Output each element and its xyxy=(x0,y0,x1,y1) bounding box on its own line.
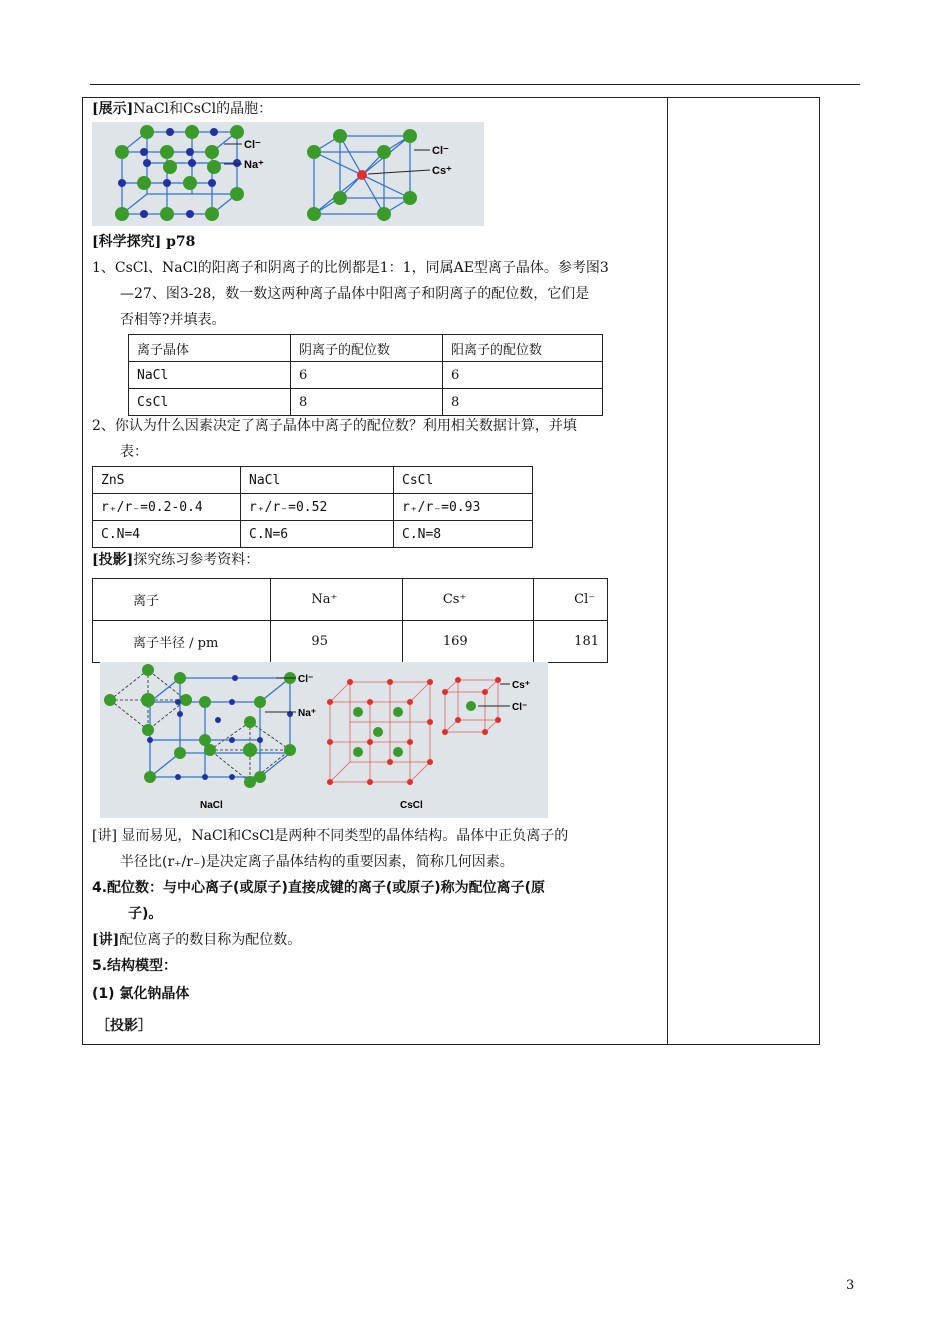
table-cell: 8 xyxy=(443,389,603,416)
table-cell: C.N=6 xyxy=(241,521,394,548)
projection-tag-2: ［投影］ xyxy=(96,1018,152,1034)
q1-line3: 否相等?并填表。 xyxy=(120,312,226,328)
fig2-cs-label: Cs⁺ xyxy=(512,680,531,691)
q1-line2: —27、图3-28，数一数这两种离子晶体中阳离子和阴离子的配位数，它们是 xyxy=(120,286,590,302)
fig2-nacl-caption: NaCl xyxy=(200,800,223,811)
q2-line1: 2、你认为什么因素决定了离子晶体中离子的配位数？利用相关数据计算，并填 xyxy=(92,418,577,434)
projection-tag: [投影] xyxy=(92,552,134,568)
table-header-cell: Cs⁺ xyxy=(402,579,533,621)
lecture1-line1 xyxy=(92,826,568,846)
fig2-cl-label-2: Cl⁻ xyxy=(512,702,528,713)
lecture1-text: 显而易见，NaCl和CsCl是两种不同类型的晶体结构。晶体中正负离子的 xyxy=(121,828,569,844)
table-cell: r₊/r₋=0.93 xyxy=(394,494,533,521)
coordination-table xyxy=(128,334,603,416)
science-inquiry-heading: [科学探究] p78 xyxy=(92,234,196,250)
display-text: NaCl和CsCl的晶胞： xyxy=(133,101,273,117)
table-header-cell: 阳离子的配位数 xyxy=(443,335,603,362)
table-cell: 6 xyxy=(443,362,603,389)
table-header-cell: ZnS xyxy=(93,467,241,494)
display-line xyxy=(92,99,272,119)
table-cell: 95 xyxy=(271,621,402,663)
table-row xyxy=(93,579,608,621)
table-header-cell: NaCl xyxy=(241,467,394,494)
fig2-na-label: Na⁺ xyxy=(298,708,317,719)
table-cell: 181 xyxy=(534,621,608,663)
ionic-radius-table xyxy=(92,578,608,663)
fig2-cl-label: Cl⁻ xyxy=(298,674,314,685)
def4-line2: 子)。 xyxy=(128,906,163,922)
unit-cell-svg xyxy=(92,122,484,226)
nacl-cscl-unit-cell-figure xyxy=(92,122,484,226)
lecture2-text: 配位离子的数目称为配位数。 xyxy=(119,932,302,948)
table-cell: 169 xyxy=(402,621,533,663)
fig1-cl-label: Cl⁻ xyxy=(244,139,261,151)
projection-text: 探究练习参考资料： xyxy=(133,552,260,568)
fig2-cscl-caption: CsCl xyxy=(400,800,423,811)
lecture1-line2: 半径比(r₊/r₋)是决定离子晶体结构的重要因素，简称几何因素。 xyxy=(120,854,514,870)
crystal-structure-figure xyxy=(100,662,548,818)
sub1-heading: (1) 氯化钠晶体 xyxy=(92,986,190,1002)
table-row xyxy=(93,621,608,663)
display-tag: [展示] xyxy=(92,101,134,117)
table-cell: r₊/r₋=0.52 xyxy=(241,494,394,521)
table-header-cell: Na⁺ xyxy=(271,579,402,621)
fig1-cl-label-right: Cl⁻ xyxy=(432,145,449,157)
side-column-divider xyxy=(667,97,668,1045)
table-header-cell: 阴离子的配位数 xyxy=(291,335,443,362)
lecture2-line xyxy=(92,930,301,950)
table-row xyxy=(129,389,603,416)
table-cell: 离子半径 / pm xyxy=(93,621,271,663)
table-header-cell: 离子 xyxy=(93,579,271,621)
table-cell: 6 xyxy=(291,362,443,389)
fig1-cs-label: Cs⁺ xyxy=(432,165,452,177)
table-header-cell: CsCl xyxy=(394,467,533,494)
table-cell: r₊/r₋=0.2-0.4 xyxy=(93,494,241,521)
heading5: 5.结构模型： xyxy=(92,958,178,974)
table-header-cell: Cl⁻ xyxy=(534,579,608,621)
table-cell: C.N=8 xyxy=(394,521,533,548)
lecture1-tag: [讲] xyxy=(92,828,117,844)
q2-line2: 表： xyxy=(120,444,148,460)
table-row xyxy=(93,467,533,494)
q1-line1: 1、CsCl、NaCl的阳离子和阴离子的比例都是1：1，同属AE型离子晶体。参考图3 xyxy=(92,260,609,276)
table-cell: 8 xyxy=(291,389,443,416)
page-number: 3 xyxy=(846,1278,855,1293)
header-rule xyxy=(90,84,860,85)
crystal-structure-svg xyxy=(100,662,548,818)
table-cell: C.N=4 xyxy=(93,521,241,548)
fig1-na-label: Na⁺ xyxy=(244,159,264,171)
table-row xyxy=(129,362,603,389)
projection-line xyxy=(92,550,259,570)
table-cell: NaCl xyxy=(129,362,291,389)
table-row xyxy=(129,335,603,362)
def4-line1: 4.配位数：与中心离子(或原子)直接成键的离子(或原子)称为配位离子(原 xyxy=(92,880,546,896)
lecture2-tag: [讲] xyxy=(92,932,120,948)
table-row xyxy=(93,521,533,548)
table-cell: CsCl xyxy=(129,389,291,416)
table-row xyxy=(93,494,533,521)
radius-ratio-table xyxy=(92,466,533,548)
table-header-cell: 离子晶体 xyxy=(129,335,291,362)
